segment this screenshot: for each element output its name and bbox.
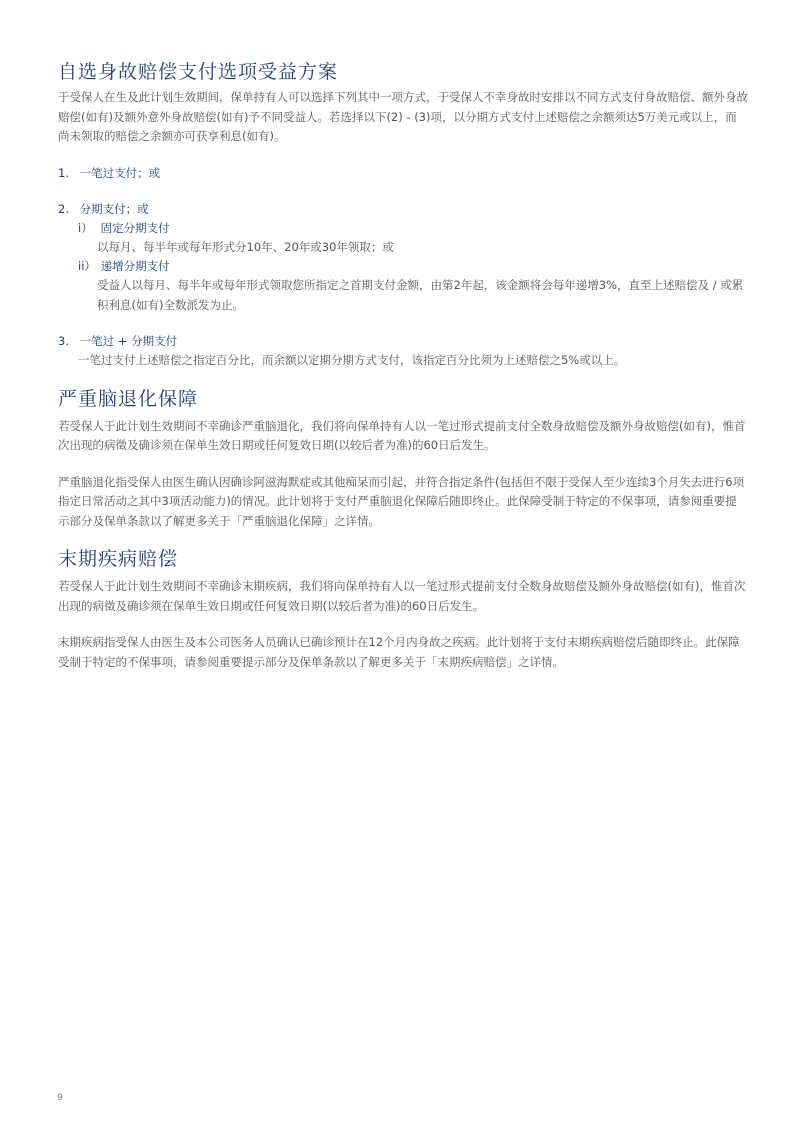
option-body: 一笔过支付上述赔偿之指定百分比，而余额以定期分期方式支付，该指定百分比须为上述赔偿之5%或以上。 — [78, 353, 626, 367]
section-payment-options — [58, 58, 748, 371]
sub-option-body: 以每月、每半年或每年形式分10年、20年或30年领取；或 — [97, 239, 394, 254]
sub-option-number: ii） — [78, 259, 96, 273]
section-title-terminal-illness: 末期疾病赔偿 — [58, 548, 179, 570]
section-title-dementia: 严重脑退化保障 — [58, 387, 199, 410]
option-title: 一笔过 + 分期支付 — [79, 334, 178, 348]
option-number: 3. — [58, 334, 69, 348]
section-dementia — [58, 385, 748, 532]
section-terminal-illness — [58, 545, 748, 672]
sub-option-number: i） — [78, 220, 93, 235]
sub-option-title: 递增分期支付 — [100, 259, 170, 273]
sub-option-fixed — [58, 219, 748, 258]
option-number: 2. — [58, 201, 69, 216]
terminal-paragraph-2: 末期疾病指受保人由医生及本公司医务人员确认已确诊预计在12个月内身故之疾病。此计划将于支付末期疾病赔偿后随即终止。此保障受制于特定的不保事项，请参阅重要提示部分及保单条款以了解更多关于「末期疾病赔偿」之详情。 — [58, 635, 740, 669]
option-title: 分期支付；或 — [79, 201, 149, 216]
terminal-paragraph-1: 若受保人于此计划生效期间不幸确诊末期疾病，我们将向保单持有人以一笔过形式提前支付全数身故赔偿及额外身故赔偿(如有)，惟首次出现的病徵及确诊须在保单生效日期或任何复效日期(以较后者为准)的60日后发生。 — [58, 579, 746, 613]
dementia-paragraph-2: 严重脑退化指受保人由医生确认因确诊阿滋海默症或其他痴呆而引起，并符合指定条件(包括但不限于受保人至少连续3个月失去进行6项指定日常活动之其中3项活动能力)的情况。此计划将于支付严重脑退化保障后随即终止。此保障受制于特定的不保事项，请参阅重要提示部分及保单条款以了解更多关于「严重脑退化保障」之详情。 — [58, 474, 745, 528]
sub-option-title: 固定分期支付 — [100, 220, 170, 235]
section-intro: 于受保人在生及此计划生效期间，保单持有人可以选择下列其中一项方式，于受保人不幸身故时安排以不同方式支付身故赔偿、额外身故赔偿(如有)及额外意外身故赔偿(如有)予不同受益人。若选择以下(2) - (3)项，以分期方式支付上述赔偿之余额须达5万美元或以上，而尚未领取的赔偿之余额亦可获享利息(如有)。 — [58, 90, 748, 143]
page-number: 9 — [57, 1093, 63, 1103]
option-number: 1. — [58, 165, 69, 180]
sub-option-body: 受益人以每月、每半年或每年形式领取您所指定之首期支付金额，由第2年起，该金额将会每年递增3%，直至上述赔偿及 / 或累积利息(如有)全数派发为止。 — [97, 278, 744, 312]
sub-option-increasing — [58, 257, 748, 315]
page-content — [58, 58, 748, 672]
option-3 — [58, 332, 748, 371]
option-title: 一笔过支付；或 — [79, 165, 161, 180]
option-1 — [58, 164, 748, 183]
section-title-payment-options: 自选身故赔偿支付选项受益方案 — [58, 61, 339, 83]
option-2 — [58, 200, 748, 316]
dementia-paragraph-1: 若受保人于此计划生效期间不幸确诊严重脑退化，我们将向保单持有人以一笔过形式提前支付全数身故赔偿及额外身故赔偿(如有)，惟首次出现的病徵及确诊须在保单生效日期或任何复效日期(以较后者为准)的60日后发生。 — [58, 418, 746, 452]
